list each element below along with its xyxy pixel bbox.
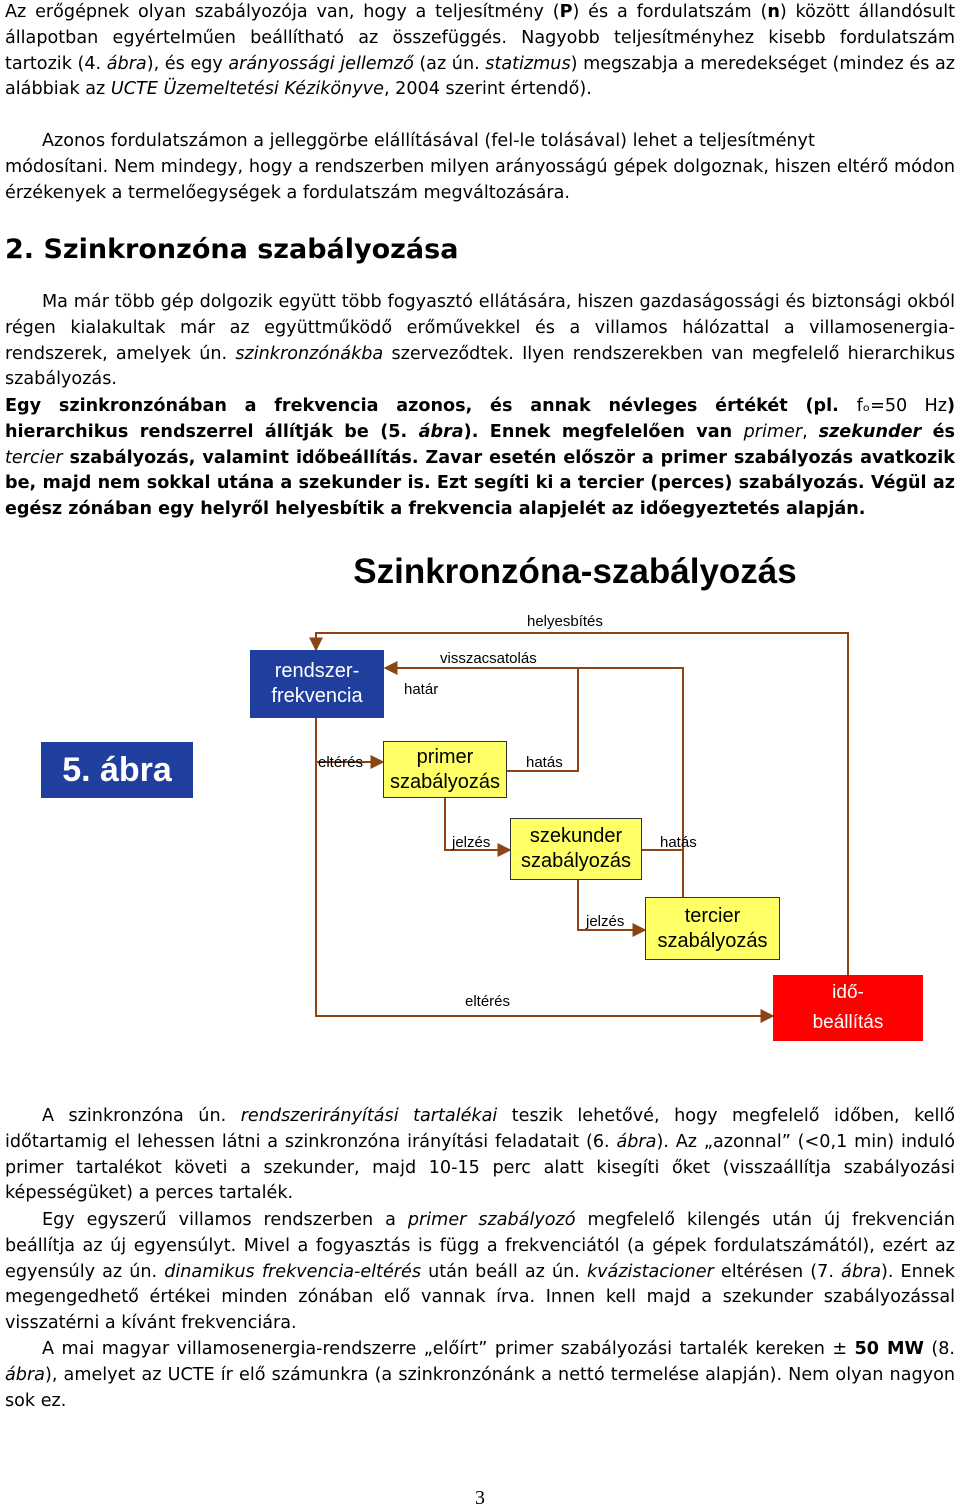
label-elteres-2: eltérés — [465, 993, 511, 1010]
figure-ref: ábra — [418, 421, 464, 442]
label-hatas-1: hatás — [526, 754, 563, 771]
term: dinamikus frekvencia-eltérés — [164, 1261, 421, 1282]
box-label: szabályozás — [389, 770, 501, 793]
section-paragraph-1 — [5, 290, 955, 393]
text: ). Ennek megengedhető értékei minden zónában elő vannak írva. Innen kell majd a szekunder szabályozással visszatérni a kívánt frekvenciára. — [5, 1261, 955, 1334]
figure-ref: ábra — [5, 1364, 45, 1385]
section-paragraph-2 — [5, 394, 955, 523]
text: Egy egyszerű villamos rendszerben a — [42, 1210, 408, 1230]
text: ). Az „azonnal” (<0,1 min) induló primer tartalékot követi a szekunder, majd 10-15 perc alatt kisegíti őket (visszaállítja szabályozási képességüket) a perces tartalék. — [5, 1131, 956, 1204]
term: kvázistacioner — [586, 1261, 714, 1282]
intro-paragraph-1 — [5, 0, 955, 103]
text: megfelelő kilengés után új frekvencián beállítja az új egyensúlyt. Mivel a fogyasztás is függ a frekvenciától (a gépek fordulatszámától), ezért az egyensúly az ún. — [5, 1210, 955, 1282]
term: primer szabályozó — [407, 1210, 576, 1230]
box-tercier — [645, 897, 780, 960]
box-label: primer — [416, 745, 474, 768]
text: A szinkronzóna ún. — [42, 1106, 241, 1126]
text: , — [802, 421, 819, 442]
box-label: szabályozás — [520, 850, 632, 872]
box-rendszerfrekvencia — [250, 650, 384, 718]
after-paragraph-2 — [5, 1208, 955, 1337]
text: ) megszabja a meredekséget (mindez és az alábbiak az — [5, 53, 955, 100]
figure-ref: ábra — [616, 1131, 657, 1152]
nominal-frequency: fₒ=50 Hz — [856, 396, 947, 416]
text: Egy szinkronzónában a frekvencia azonos, és annak névleges értékét (pl. — [5, 396, 857, 416]
box-label: tercier — [684, 904, 741, 927]
figure-ref: ábra — [841, 1261, 881, 1282]
text: szerveződtek. Ilyen rendszerekben van megfelelő hierarchikus szabályozás. — [5, 343, 955, 390]
term-tercier: tercier — [5, 447, 63, 468]
symbol-p: P — [559, 2, 573, 22]
figure-label — [41, 742, 193, 798]
label-helyesbites: helyesbítés — [527, 613, 603, 630]
box-label: rendszer- — [274, 660, 360, 682]
figure-ref: ábra — [106, 53, 147, 74]
text: teszik lehetővé, hogy megfelelő időben, kellő időtartamig el lehessen látni a szinkronzóna irányítási feladatait (6. — [5, 1106, 955, 1152]
box-szekunder — [510, 818, 642, 880]
box-idobeallitas — [773, 975, 923, 1041]
intro-paragraph-2-line-1: Azonos fordulatszámon a jelleggörbe elállításával (fel-le tolásával) lehet a teljesítményt — [42, 131, 815, 151]
text: (az ún. — [413, 53, 486, 74]
text: és — [921, 421, 956, 442]
diagram-title: Szinkronzóna-szabályozás — [353, 552, 797, 591]
term: szinkronzónákba — [235, 343, 384, 364]
figure-label-text: 5. ábra — [62, 750, 172, 789]
term-szekunder: szekunder — [818, 421, 922, 442]
text: ) és a fordulatszám ( — [572, 2, 768, 22]
intro-paragraph-2-rest: módosítani. Nem mindegy, hogy a rendszerben milyen arányosságú gépek dolgoznak, hiszen eltérő módon érzékenyek a termelőegységek a fordulatszám megváltozására. — [5, 157, 955, 203]
label-jelzes-2: jelzés — [586, 913, 625, 930]
label-visszacsatolas: visszacsatolás — [440, 650, 537, 667]
label-elteres-1: eltérés — [318, 754, 364, 771]
text: eltérésen (7. — [713, 1261, 842, 1282]
text: után beáll az ún. — [421, 1261, 587, 1282]
reserve-value: 50 MW — [854, 1339, 924, 1359]
box-primer — [383, 741, 507, 798]
term: statizmus — [485, 53, 571, 74]
text: Az erőgépnek olyan szabályozója van, hogy a teljesítmény ( — [5, 2, 560, 22]
label-hatar: határ — [404, 681, 439, 698]
text: szabályozás, valamint időbeállítás. Zavar esetén először a primer szabályozás avatkozik be, majd nem sokkal utána a szekunder is. Ezt segíti ki a tercier (perces) szabályozás. Végül az egész zónában egy helyről helyesbítik a frekvencia alapjelét az időegyeztetés alapján. — [5, 447, 955, 520]
elteres-trunk — [316, 762, 773, 1016]
after-paragraph-3 — [5, 1337, 955, 1414]
label-jelzes-1: jelzés — [452, 834, 491, 851]
text: , 2004 szerint értendő). — [383, 79, 592, 100]
text: ) között állandósult állapotban egyértelműen beállítható az összefüggés. Nagyobb teljesítményhez kisebb fordulatszám tartozik (4. — [5, 2, 955, 74]
term: rendszerirányítási tartalékai — [240, 1106, 498, 1126]
text: ), és egy — [146, 53, 229, 74]
symbol-n: n — [767, 2, 780, 22]
box-label: beállítás — [812, 1012, 884, 1033]
box-label: szekunder — [529, 825, 623, 847]
term: arányossági jellemző — [228, 53, 414, 74]
section-heading: 2. Szinkronzóna szabályozása — [5, 234, 459, 265]
page-number: 3 — [475, 1487, 485, 1509]
box-label: szabályozás — [657, 929, 768, 952]
after-paragraph-1 — [5, 1104, 955, 1207]
text: (8. — [923, 1339, 955, 1359]
term-primer: primer — [743, 421, 803, 442]
label-hatas-2: hatás — [660, 834, 697, 851]
text: Ma már több gép dolgozik együtt több fogyasztó ellátására, hiszen gazdaságossági és biztonsági okból régen kialakultak már az együttműködő erőművekkel és a villamos hálózattal a villamosenergia-rendszerek, amelyek ún. — [5, 292, 955, 364]
reference: UCTE Üzemeltetési Kézikönyve — [110, 79, 384, 100]
text: ) hierarchikus rendszerrel állítják be (5. — [5, 396, 955, 442]
box-label: idő- — [832, 982, 864, 1003]
text: ), amelyet az UCTE ír elő számunkra (a szinkronzónánk a nettó termelése alapján). Nem olyan nagyon sok ez. — [5, 1364, 955, 1411]
text: ). Ennek megfelelően van — [463, 421, 744, 442]
box-label: frekvencia — [271, 685, 363, 707]
text: A mai magyar villamosenergia-rendszerre „előírt” primer szabályozási tartalék kereken ± — [42, 1339, 855, 1359]
